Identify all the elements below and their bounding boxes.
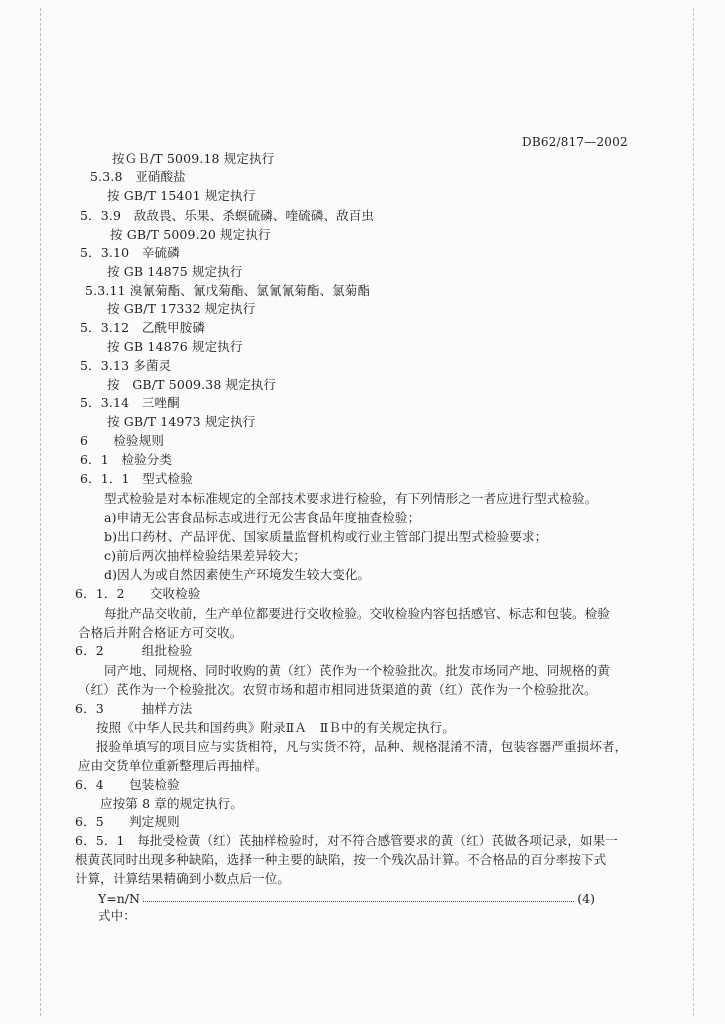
- section-heading: 5．3.14 三唑酮: [80, 395, 180, 410]
- text-line: 按 GB/T 15401 规定执行: [107, 188, 256, 203]
- paragraph-line: 应由交货单位重新整理后再抽样。: [78, 758, 268, 773]
- paragraph-line: 按照《中华人民共和国药典》附录ⅡＡ ⅡＢ中的有关规定执行。: [96, 720, 455, 735]
- text-line: 按 GB 14875 规定执行: [107, 264, 243, 279]
- doc-id-header: DB62/817—2002: [522, 135, 628, 149]
- section-heading: 6．1．1 型式检验: [80, 471, 193, 486]
- paragraph-line: 根黄芪同时出现多种缺陷，选择一种主要的缺陷，按一个残次品计算。不合格品的百分率按下式: [75, 852, 607, 867]
- section-heading: 6．1 检验分类: [80, 452, 173, 467]
- section-heading: 6．1．2 交收检验: [75, 586, 201, 601]
- scan-edge-left: [40, 8, 41, 1016]
- paragraph-line: 每批产品交收前，生产单位都要进行交收检验。交收检验内容包括感官、标志和包装。检验: [104, 606, 611, 621]
- section-heading: 5．3.13 多菌灵: [80, 358, 172, 373]
- section-heading: 6．5 判定规则: [75, 814, 180, 829]
- formula-number: (4): [577, 891, 595, 906]
- dot-leader: [143, 901, 574, 902]
- section-heading: 6．4 包装检验: [75, 777, 180, 792]
- text-line: 按 GB 14876 规定执行: [107, 339, 243, 354]
- text-line: 按ＧＢ/T 5009.18 规定执行: [112, 151, 275, 166]
- section-heading: 5．3.12 乙酰甲胺磷: [80, 320, 206, 335]
- paragraph-line: 型式检验是对本标准规定的全部技术要求进行检验，有下列情形之一者应进行型式检验。: [104, 491, 598, 506]
- paragraph-line: 合格后并附合格证方可交收。: [78, 625, 243, 640]
- scan-edge-right: [693, 8, 694, 1016]
- paragraph-line: 应按第 8 章的规定执行。: [100, 796, 243, 811]
- section-heading: 5.3.8 亚硝酸盐: [90, 169, 186, 184]
- chapter-heading: 6 检验规则: [80, 433, 165, 448]
- where-label: 式中：: [98, 908, 136, 923]
- text-line: 按 GB/T 5009.38 规定执行: [107, 377, 277, 392]
- paragraph-line: 6．5．1 每批受检黄（红）芪抽样检验时，对不符合感管要求的黄（红）芪做各项记录，如果一: [75, 833, 618, 848]
- list-item: a)申请无公害食品标志或进行无公害食品年度抽查检验；: [104, 510, 421, 525]
- text-line: 按 GB/T 14973 规定执行: [107, 414, 256, 429]
- section-heading: 5．3.9 敌敌畏、乐果、杀螟硫磷、喹硫磷、敌百虫: [80, 208, 375, 223]
- list-item: d)因人为或自然因素使生产环境发生较大变化。: [104, 567, 371, 582]
- section-heading: 6．3 抽样方法: [75, 701, 193, 716]
- paragraph-line: 报验单填写的项目应与实货相符，凡与实货不符，品种、规格混淆不清，包装容器严重损坏者，: [96, 739, 628, 754]
- section-heading: 5.3.11 溴氰菊酯、氰戊菊酯、氯氰氰菊酯、氯菊酯: [85, 283, 371, 298]
- text-line: 按 GB/T 5009.20 规定执行: [110, 227, 271, 242]
- text-line: 按 GB/T 17332 规定执行: [107, 301, 256, 316]
- paragraph-line: （红）芪作为一个检验批次。农贸市场和超市相同进货渠道的黄（红）芪作为一个检验批次。: [78, 682, 597, 697]
- formula-expression: Y=n/N: [98, 891, 140, 906]
- formula: [98, 888, 595, 906]
- paragraph-line: 计算，计算结果精确到小数点后一位。: [75, 871, 291, 886]
- section-heading: 6．2 组批检验: [75, 643, 193, 658]
- section-heading: 5．3.10 辛硫磷: [80, 245, 180, 260]
- list-item: b)出口药材、产品评优、国家质量监督机构或行业主管部门提出型式检验要求；: [104, 529, 548, 544]
- list-item: c)前后两次抽样检验结果差异较大；: [104, 548, 306, 563]
- paragraph-line: 同产地、同规格、同时收购的黄（红）芪作为一个检验批次。批发市场同产地、同规格的黄: [104, 663, 611, 678]
